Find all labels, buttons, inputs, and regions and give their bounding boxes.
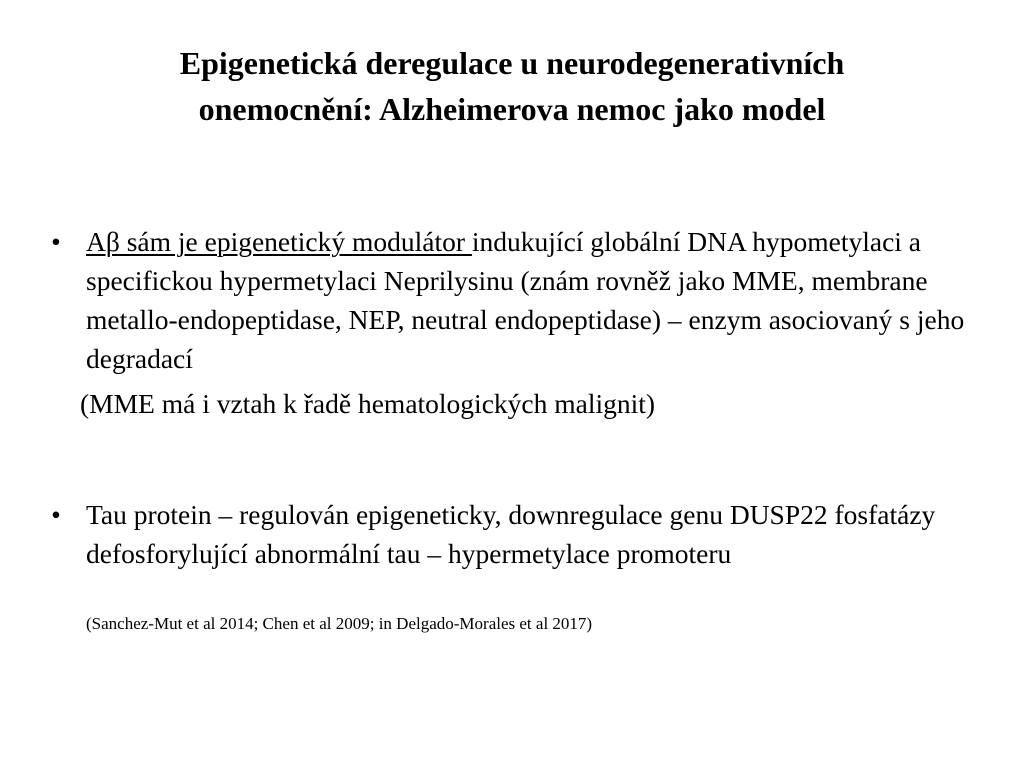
bullet-underlined-phrase: Aβ sám je epigenetický modulátor	[86, 226, 472, 257]
bullet-marker: •	[51, 226, 61, 257]
bullet-text: Tau protein – regulován epigeneticky, downregulace genu DUSP22 fosfatázy defosforylující abnormální tau – hypermetylace promoteru	[86, 499, 936, 569]
bullet-item-abeta	[51, 222, 1006, 378]
citation: (Sanchez-Mut et al 2014; Chen et al 2009; in Delgado-Morales et al 2017)	[86, 614, 593, 633]
bullet-text: indukující globální DNA hypometylaci a specifickou hypermetylaci Neprilysinu (znám rovněž jako MME, membrane metallo-endopeptidase, NEP, neutral endopeptidase) – enzym asociovaný s jeho degradací	[86, 226, 965, 374]
slide-content	[0, 222, 1024, 635]
mme-note: (MME má i vztah k řadě hematologických malignit)	[80, 388, 656, 419]
slide-title-line-2: onemocnění: Alzheimerova nemoc jako model	[198, 91, 826, 127]
slide-title	[60, 40, 964, 132]
bullet-item-tau	[51, 495, 1006, 573]
bullet-marker: •	[51, 499, 61, 530]
slide-title-line-1: Epigenetická deregulace u neurodegenerativních	[179, 45, 845, 81]
